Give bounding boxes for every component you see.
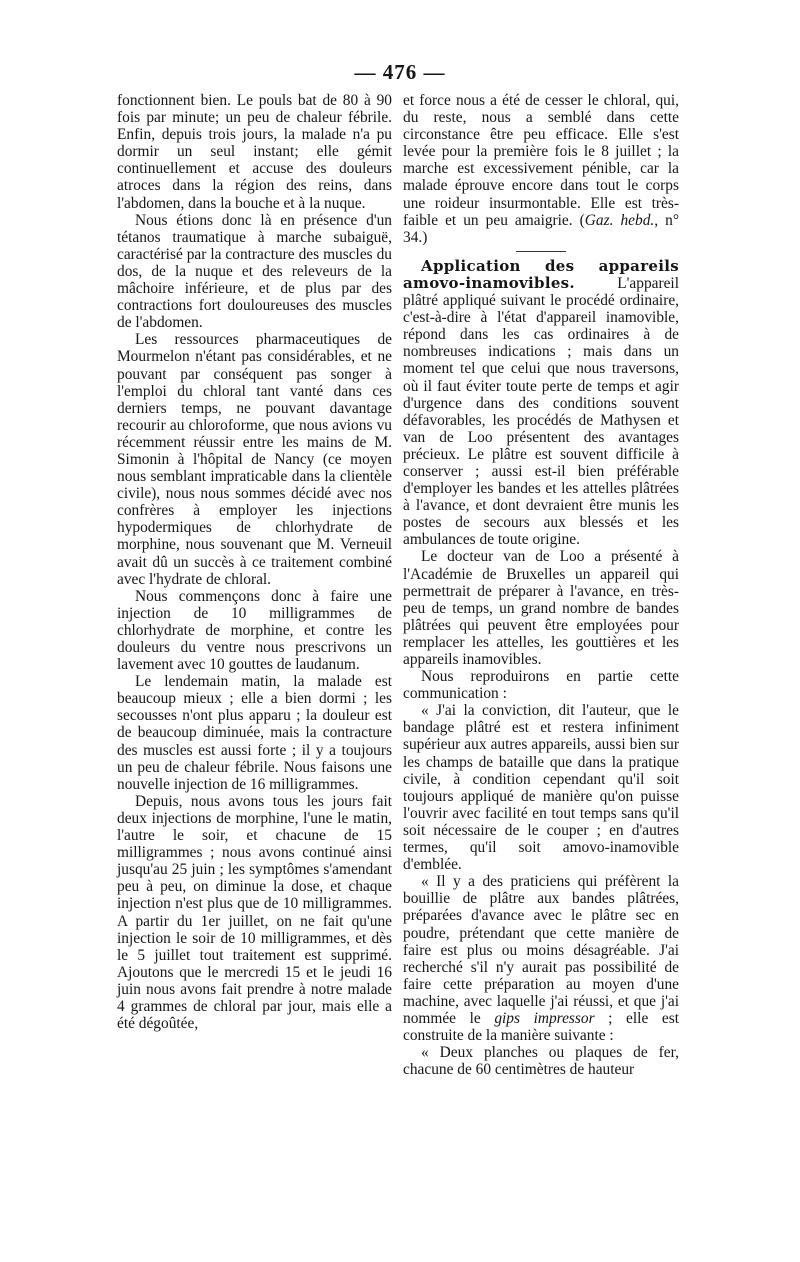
paragraph-text: « Il y a des praticiens qui préfèrent la bouillie de plâtre aux bandes plâtrées, préparées d'avance avec le plâtre sec en poudre, prétendant que cette manière de faire est plus ou moins désagréable. J'ai recherché s'il n'y aurait pas possibilité de faire cette préparation au moyen d'une machine, avec laquelle j'ai réussi, et que j'ai nommée le [403, 873, 679, 1027]
paragraph [403, 258, 679, 549]
left-column [117, 92, 392, 1032]
paragraph-text: ; elle est construite de la manière suivante : [403, 1009, 679, 1045]
citation-source: Gaz. hebd. [584, 211, 655, 229]
paragraph: « Deux planches ou plaques de fer, chacune de 60 centimètres de hauteur [403, 1044, 679, 1079]
paragraph: Nous étions donc là en présence d'un tétanos traumatique à marche subaiguë, caractérisé par la contracture des muscles du dos, de la nuque et des releveurs de la mâchoire inférieure, et de plus par des contractions fort douloureuses des muscles de l'abdomen. [117, 211, 392, 332]
paragraph: Depuis, nous avons tous les jours fait deux injections de morphine, l'une le matin, l'autre le soir, et chacune de 15 milligrammes ; nous avons continué ainsi jusqu'au 25 juin ; les symptômes s'amendant peu à peu, on diminue la dose, et chaque injection n'est plus que de 10 milligrammes. A partir du 1er juillet, on ne fait qu'une injection le soir de 10 milligrammes, et dès le 5 juillet tout traitement est supprimé. Ajoutons que le mercredi 15 et le jeudi 16 juin nous avons fait prendre à notre malade 4 grammes de chloral par jour, mais elle a été dégoûtée, [117, 792, 392, 1033]
paragraph: Le docteur van de Loo a présenté à l'Académie de Bruxelles un appareil qui permettrait de préparer à l'avance, en très-peu de temps, un grand nombre de bandes plâtrées qui peuvent être employées pour remplacer les attelles, les gouttières et les appareils inamovibles. [403, 548, 679, 668]
paragraph-text: L'appareil plâtré appliqué suivant le procédé ordinaire, c'est-à-dire à l'état d'appareil inamovible, répond dans les cas ordinaires à de nombreuses indications ; mais dans un moment tel que celui que nous traversons, où il faut éviter toute perte de temps et agir d'urgence dans des conditions souvent défavorables, les procédés de Mathysen et van de Loo présentent des avantages précieux. Le plâtre est souvent difficile à conserver ; aussi est-il bien préférable d'employer les bandes et les attelles plâtrées à l'avance, et dont devraient être munis les postes de secours aux blessés et les ambulances de toute origine. [403, 274, 679, 549]
section-heading: Application des appareils amovo-inamovibles. [403, 256, 679, 292]
paragraph: Nous reproduirons en partie cette communication : [403, 668, 679, 703]
paragraph [403, 92, 679, 246]
citation-number: , n° 34.) [403, 211, 680, 246]
right-column [403, 92, 679, 1078]
paragraph-text: et force nous a été de cesser le chloral, qui, du reste, nous a semblé dans cette circonstance être peu efficace. Elle s'est levée pour la première fois le 8 juillet ; la marche est excessivement pénible, car la malade éprouve encore dans tout le corps une roideur insurmontable. Elle est très-faible et un peu amaigrie. ( [403, 92, 679, 229]
paragraph: Le lendemain matin, la malade est beaucoup mieux ; elle a bien dormi ; les secousses n'ont plus apparu ; la douleur est de beaucoup diminuée, mais la contracture des muscles est aussi forte ; il y a toujours un peu de chaleur fébrile. Nous faisons une nouvelle injection de 16 milligrammes. [117, 673, 392, 793]
paragraph: « J'ai la conviction, dit l'auteur, que le bandage plâtré est et restera infiniment supérieur aux autres appareils, aussi bien sur les champs de bataille que dans la pratique civile, à condition cependant qu'il soit toujours appliqué de manière qu'on puisse l'ouvrir avec facilité en tout temps sans qu'il soit nécessaire de le couper ; en d'autres termes, qu'il soit amovo-inamovible d'emblée. [403, 702, 679, 874]
paragraph: Nous commençons donc à faire une injection de 10 milligrammes de chlorhydrate de morphine, et contre les douleurs du ventre nous prescrivons un lavement avec 10 gouttes de laudanum. [117, 587, 392, 674]
paragraph: Les ressources pharmaceutiques de Mourmelon n'étant pas considérables, et ne pouvant par conséquent pas songer à l'emploi du chloral tant vanté dans ces derniers temps, ne pouvant davantage recourir au chloroforme, que nous avions vu récemment réussir entre les mains de M. Simonin à l'hôpital de Nancy (ce moyen nous semblant impraticable dans la clientèle civile), nous nous sommes décidé avec nos confrères à employer les injections hypodermiques de chlorhydrate de morphine, nous souvenant que M. Verneuil avait dû un succès à ce traitement combiné avec l'hydrate de chloral. [117, 331, 392, 588]
italic-term: gips impressor [494, 1009, 595, 1027]
paragraph: fonctionnent bien. Le pouls bat de 80 à 90 fois par minute; un peu de chaleur fébrile. Enfin, depuis trois jours, la malade n'a pu dormir un seul instant; elle gémit continuellement et accuse des douleurs atroces dans la région des reins, dans l'abdomen, dans la bouche et à la nuque. [117, 92, 392, 212]
paragraph [403, 873, 679, 1044]
page-number: — 476 — [354, 60, 446, 84]
section-divider [516, 251, 566, 252]
